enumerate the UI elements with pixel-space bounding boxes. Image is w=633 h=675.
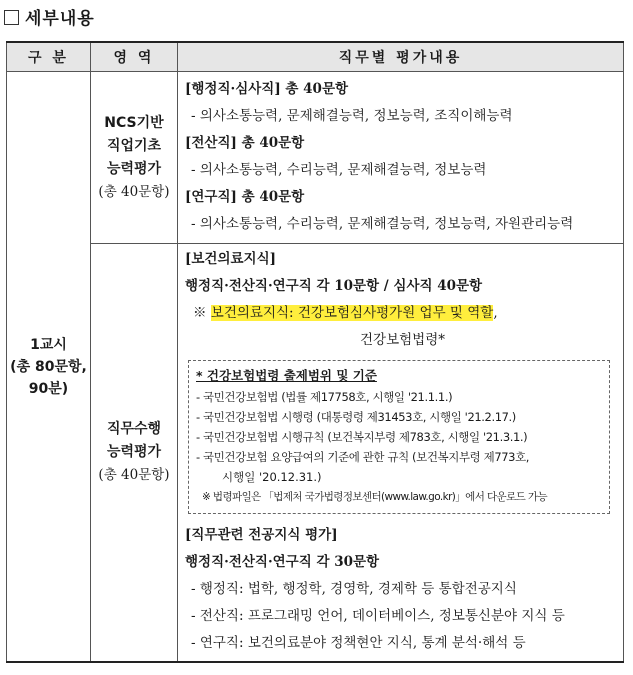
session-time: 90분) [28, 380, 69, 397]
header-content: 직무별 평가내용 [178, 42, 624, 72]
ncs-section-items: - 의사소통능력, 문제해결능력, 정보능력, 조직이해능력 [191, 108, 513, 124]
area-count: (총 40문항) [98, 183, 170, 200]
ncs-content-cell [178, 72, 624, 244]
area-title-line: 능력평가 [106, 160, 162, 177]
area-title-line: 능력평가 [106, 444, 162, 460]
note-mark: ※ [193, 305, 207, 321]
evaluation-table [6, 41, 624, 663]
health-title: [보건의료지식] [185, 251, 277, 267]
law-download-note: ※ 법령파일은 「법제처 국가법령정보센터(www.law.go.kr)」에서 다운로드 가능 [202, 491, 547, 503]
job-item: - 전산직: 프로그래밍 언어, 데이터베이스, 정보통신분야 지식 등 [191, 608, 565, 624]
header-area: 영 역 [91, 42, 178, 72]
ncs-section-items: - 의사소통능력, 수리능력, 문제해결능력, 정보능력, 자원관리능력 [191, 216, 574, 232]
area-title-line: 직업기초 [106, 137, 162, 154]
ncs-section-title: [전산직] 총 40문항 [185, 135, 305, 151]
job-content-cell [178, 244, 624, 663]
session-cell [7, 72, 91, 663]
area-count: (총 40문항) [98, 467, 170, 483]
job-title: [직무관련 전공지식 평가] [185, 527, 338, 543]
section-heading [4, 4, 95, 29]
job-item: - 행정직: 법학, 행정학, 경영학, 경제학 등 통합전공지식 [191, 581, 517, 597]
law-row: - 국민건강보험법 (법률 제17758호, 시행일 '21.1.1.) [196, 390, 453, 404]
law-row: - 국민건강보험법 시행령 (대통령령 제31453호, 시행일 '21.2.17.) [196, 410, 516, 424]
session-count: (총 80문항, [10, 358, 87, 375]
area-title-line: NCS기반 [104, 114, 164, 131]
table-header-row [7, 42, 624, 72]
heading-text: 세부내용 [25, 9, 95, 29]
law-box-title: * 건강보험법령 출제범위 및 기준 [196, 368, 377, 383]
session-label: 1교시 [30, 336, 67, 353]
area-cell-ncs [91, 72, 178, 244]
area-title-line: 직무수행 [106, 421, 162, 437]
law-row: - 국민건강보험 요양급여의 기준에 관한 규칙 (보건복지부령 제773호, [196, 450, 530, 464]
health-note [185, 300, 619, 327]
job-subtitle: 행정직·전산직·연구직 각 30문항 [185, 554, 380, 570]
table-row [7, 72, 624, 244]
health-subtitle: 행정직·전산직·연구직 각 10문항 / 심사직 40문항 [185, 278, 483, 294]
ncs-section-title: [연구직] 총 40문항 [185, 189, 305, 205]
law-row-continued: 시행일 '20.12.31.) [222, 470, 322, 484]
ncs-section-items: - 의사소통능력, 수리능력, 문제해결능력, 정보능력 [191, 162, 487, 178]
header-category: 구 분 [7, 42, 91, 72]
checkbox-square-icon [4, 10, 19, 25]
table-row [7, 244, 624, 663]
job-item: - 연구직: 보건의료분야 정책현안 지식, 통계 분석·해석 등 [191, 635, 526, 651]
health-note-line2: 건강보험법령* [360, 332, 445, 348]
area-cell-job [91, 244, 178, 663]
highlighted-note: 보건의료지식: 건강보험심사평가원 업무 및 역할 [210, 305, 494, 321]
ncs-section-title: [행정직·심사직] 총 40문항 [185, 81, 349, 97]
law-row: - 국민건강보험법 시행규칙 (보건복지부령 제783호, 시행일 '21.3.1.) [196, 430, 528, 444]
note-tail: , [493, 305, 498, 321]
law-scope-box [188, 360, 610, 514]
